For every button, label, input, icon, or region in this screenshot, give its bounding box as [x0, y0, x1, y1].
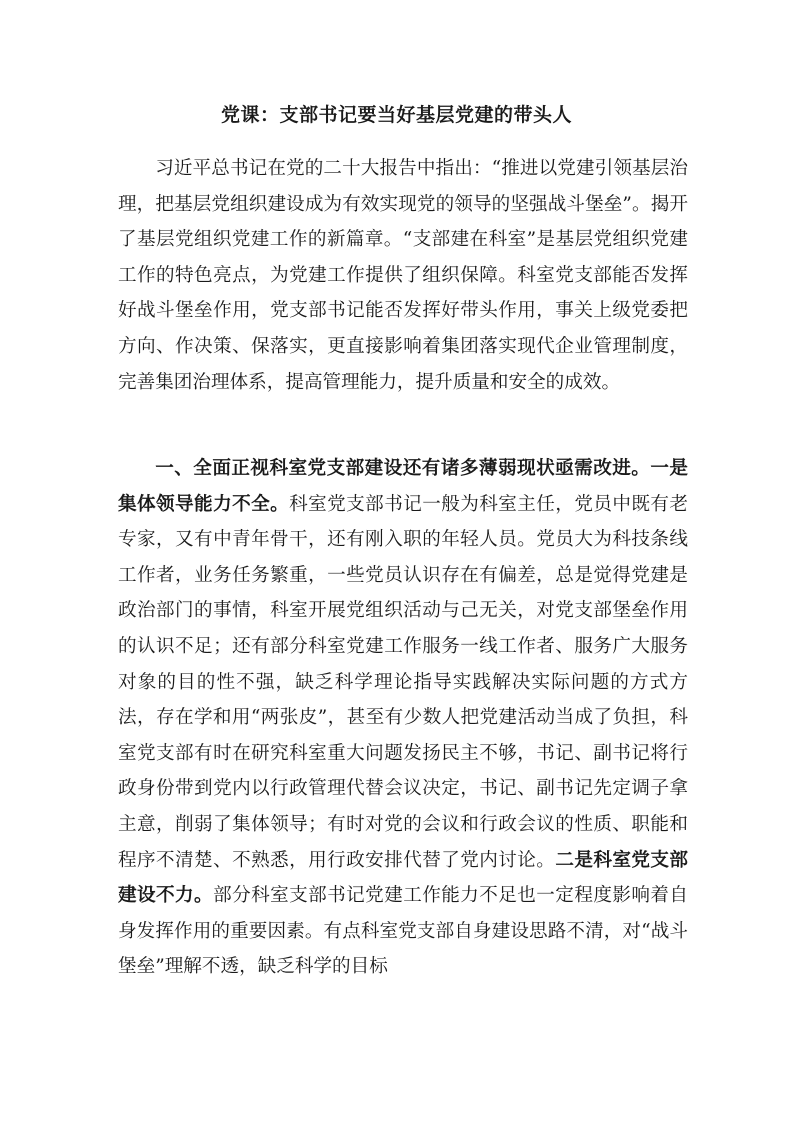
paragraph-section-one [118, 451, 688, 985]
paragraph-intro: 习近平总书记在党的二十大报告中指出：“推进以党建引领基层治理，把基层党组织建设成为有效实现党的领导的坚强战斗堡垒”。揭开了基层党组织党建工作的新篇章。“支部建在科室”是基层党组织党建工作的特色亮点，为党建工作提供了组织保障。科室党支部能否发挥好战斗堡垒作用，党支部书记能否发挥好带头作用，事关上级党委把方向、作决策、保落实，更直接影响着集团落实现代企业管理制度，完善集团治理体系，提高管理能力，提升质量和安全的成效。 [118, 158, 688, 393]
point-two-body: 部分科室支部书记党建工作能力不足也一定程度影响着自身发挥作用的重要因素。有点科室党支部自身建设思路不清，对“战斗堡垒”理解不透，缺乏科学的目标 [118, 885, 688, 978]
point-one-title: 一是集体领导能力不全。 [118, 458, 688, 515]
point-one-body: 科室党支部书记一般为科室主任，党员中既有老专家，又有中青年骨干，还有刚入职的年轻人员。党员大为科技条线工作者，业务任务繁重，一些党员认识存在有偏差，总是觉得党建是政治部门的事情，科室开展党组织活动与己无关，对党支部堡垒作用的认识不足；还有部分科室党建工作服务一线工作者、服务广大服务对象的目的性不强，缺乏科学理论指导实践解决实际问题的方式方法，存在学和用“两张皮”，甚至有少数人把党建活动当成了负担，科室党支部有时在研究科室重大问题发扬民主不够，书记、副书记将行政身份带到党内以行政管理代替会议决定，书记、副书记先定调子拿主意，削弱了集体领导；有时对党的会议和行政会议的性质、职能和程序不清楚、不熟悉，用行政安排代替了党内讨论。 [118, 493, 688, 871]
document-title: 党课：支部书记要当好基层党建的带头人 [220, 104, 572, 126]
section-heading: 一、全面正视科室党支部建设还有诸多薄弱现状亟需改进。 [155, 458, 651, 479]
point-two-title: 二是科室党支部建设不力。 [118, 849, 688, 907]
